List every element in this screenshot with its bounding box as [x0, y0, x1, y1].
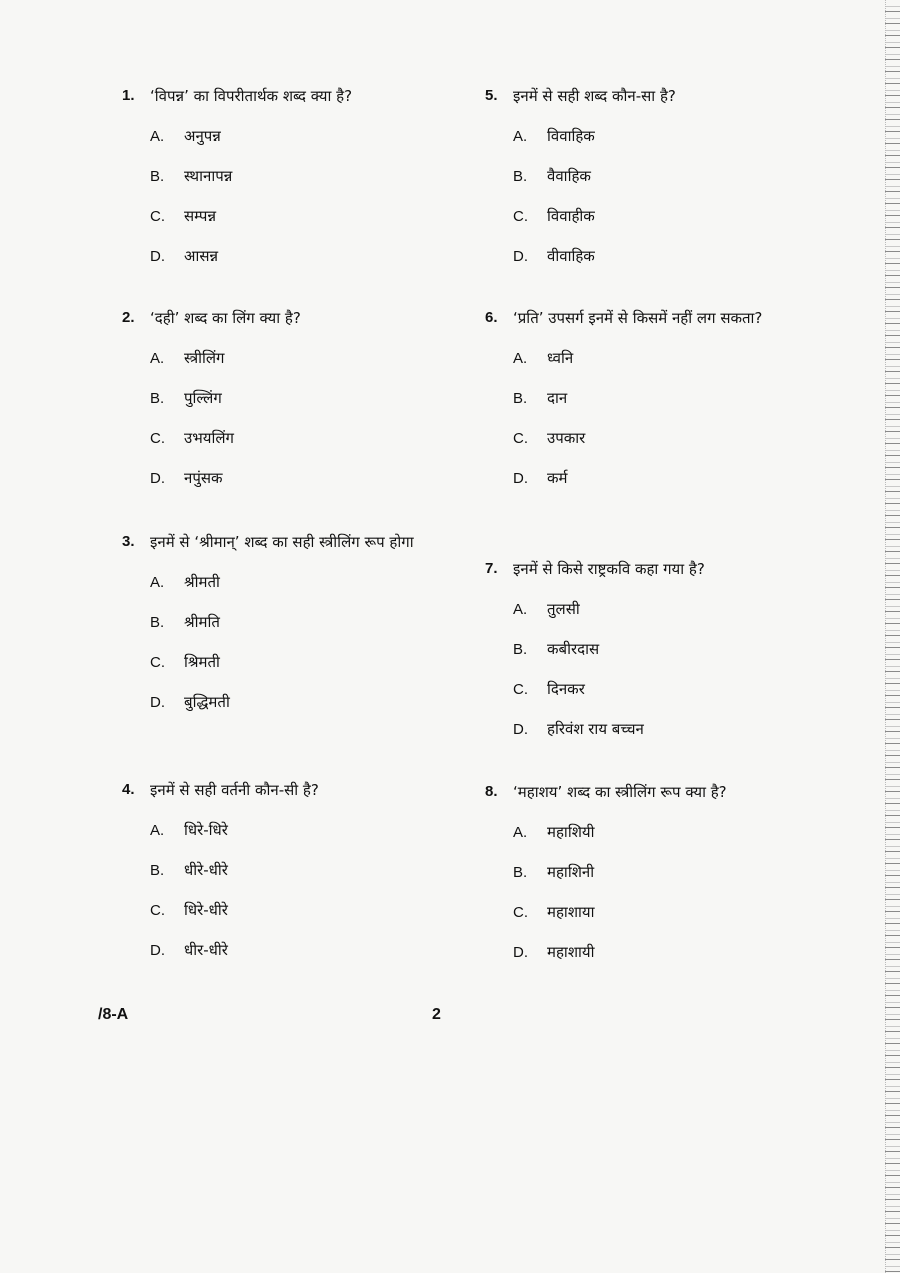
option-text: धीरे-धीरे: [184, 861, 228, 879]
option-a[interactable]: [485, 338, 785, 378]
option-label: B.: [513, 390, 528, 407]
option-text: दान: [547, 389, 568, 407]
option-label: B.: [150, 614, 165, 631]
page-number: 2: [432, 1006, 441, 1023]
option-text: महाशाया: [547, 903, 595, 921]
option-label: D.: [150, 248, 165, 265]
option-d[interactable]: [122, 682, 452, 722]
options-list: [122, 810, 482, 970]
question-number: 8.: [485, 783, 498, 800]
option-text: कबीरदास: [547, 640, 600, 658]
question-text: इनमें से ‘श्रीमान्’ शब्द का सही स्त्रीलिंग रूप होगा: [150, 533, 414, 551]
options-list: [485, 338, 785, 498]
option-text: आसन्न: [184, 247, 219, 265]
option-d[interactable]: [485, 458, 785, 498]
option-text: विवाहीक: [547, 207, 595, 225]
option-d[interactable]: [485, 932, 795, 972]
option-b[interactable]: [122, 602, 452, 642]
option-a[interactable]: [122, 338, 482, 378]
option-label: C.: [150, 430, 165, 447]
option-c[interactable]: [485, 418, 785, 458]
option-text: धीर-धीरे: [184, 941, 228, 959]
question-8: [485, 780, 795, 972]
option-label: D.: [513, 721, 528, 738]
option-text: पुल्लिंग: [184, 389, 222, 407]
option-label: A.: [513, 601, 528, 618]
option-b[interactable]: [485, 378, 785, 418]
option-text: श्रिमती: [184, 653, 220, 671]
option-label: D.: [150, 694, 165, 711]
option-label: C.: [513, 681, 528, 698]
option-text: बुद्धिमती: [184, 693, 230, 711]
option-c[interactable]: [122, 642, 452, 682]
option-label: C.: [513, 208, 528, 225]
option-label: B.: [150, 390, 165, 407]
option-a[interactable]: [485, 812, 795, 852]
options-list: [485, 116, 795, 276]
option-label: A.: [150, 128, 165, 145]
question-5: [485, 84, 795, 276]
option-text: वैवाहिक: [547, 167, 591, 185]
option-d[interactable]: [485, 236, 795, 276]
option-text: कर्म: [547, 469, 568, 487]
option-c[interactable]: [122, 890, 482, 930]
option-text: महाशायी: [547, 943, 595, 961]
question-number: 1.: [122, 87, 135, 104]
question-number: 2.: [122, 309, 135, 326]
booklet-code: /8-A: [98, 1006, 129, 1023]
option-d[interactable]: [485, 709, 795, 749]
option-text: श्रीमति: [184, 613, 220, 631]
option-label: A.: [513, 824, 528, 841]
option-text: सम्पन्न: [184, 207, 216, 225]
question-1: [122, 84, 482, 276]
option-label: A.: [150, 822, 165, 839]
option-label: A.: [150, 574, 165, 591]
option-text: हरिवंश राय बच्चन: [547, 720, 644, 738]
option-label: D.: [513, 248, 528, 265]
option-label: D.: [513, 470, 528, 487]
options-list: [122, 116, 482, 276]
option-text: विवाहिक: [547, 127, 595, 145]
option-label: C.: [513, 430, 528, 447]
question-number: 3.: [122, 533, 135, 550]
option-b[interactable]: [485, 629, 795, 669]
option-label: C.: [150, 208, 165, 225]
option-text: तुलसी: [547, 600, 580, 618]
option-c[interactable]: [122, 196, 482, 236]
option-text: उभयलिंग: [184, 429, 234, 447]
options-list: [485, 812, 795, 972]
option-text: श्रीमती: [184, 573, 220, 591]
option-b[interactable]: [122, 378, 482, 418]
question-number: 6.: [485, 309, 498, 326]
question-text: ‘दही’ शब्द का लिंग क्या है?: [150, 309, 301, 327]
option-label: A.: [513, 128, 528, 145]
option-label: D.: [150, 470, 165, 487]
option-d[interactable]: [122, 458, 482, 498]
options-list: [122, 338, 482, 498]
option-a[interactable]: [122, 810, 482, 850]
option-label: B.: [513, 168, 528, 185]
option-label: B.: [513, 864, 528, 881]
question-text: ‘महाशय’ शब्द का स्त्रीलिंग रूप क्या है?: [513, 783, 727, 801]
option-a[interactable]: [122, 562, 452, 602]
question-text: इनमें से सही वर्तनी कौन-सी है?: [150, 781, 319, 799]
option-text: महाशियी: [547, 823, 595, 841]
option-label: C.: [513, 904, 528, 921]
option-c[interactable]: [485, 196, 795, 236]
option-b[interactable]: [122, 850, 482, 890]
question-text: ‘विपन्न’ का विपरीतार्थक शब्द क्या है?: [150, 87, 353, 105]
option-text: वीवाहिक: [547, 247, 595, 265]
option-text: अनुपन्न: [184, 127, 221, 145]
option-a[interactable]: [122, 116, 482, 156]
binding-edge: [885, 0, 900, 1273]
option-c[interactable]: [485, 669, 795, 709]
option-b[interactable]: [122, 156, 482, 196]
option-d[interactable]: [122, 930, 482, 970]
question-number: 4.: [122, 781, 135, 798]
option-a[interactable]: [485, 116, 795, 156]
question-number: 5.: [485, 87, 498, 104]
option-text: दिनकर: [547, 680, 585, 698]
option-label: B.: [150, 168, 165, 185]
option-text: स्त्रीलिंग: [184, 349, 225, 367]
question-text: इनमें से सही शब्द कौन-सा है?: [513, 87, 676, 105]
option-a[interactable]: [485, 589, 795, 629]
option-c[interactable]: [122, 418, 482, 458]
option-text: धिरे-धीरे: [184, 901, 228, 919]
option-text: ध्वनि: [547, 349, 574, 367]
question-2: [122, 306, 482, 498]
option-label: B.: [513, 641, 528, 658]
option-label: A.: [513, 350, 528, 367]
option-label: C.: [150, 654, 165, 671]
option-text: धिरे-धिरे: [184, 821, 228, 839]
question-text: इनमें से किसे राष्ट्रकवि कहा गया है?: [513, 560, 705, 578]
options-list: [122, 562, 452, 722]
option-b[interactable]: [485, 852, 795, 892]
question-number: 7.: [485, 560, 498, 577]
option-label: A.: [150, 350, 165, 367]
question-3: [122, 530, 452, 722]
question-text: ‘प्रति’ उपसर्ग इनमें से किसमें नहीं लग सकता?: [513, 309, 763, 327]
option-b[interactable]: [485, 156, 795, 196]
question-4: [122, 778, 482, 970]
option-d[interactable]: [122, 236, 482, 276]
option-text: नपुंसक: [184, 469, 223, 487]
option-c[interactable]: [485, 892, 795, 932]
options-list: [485, 589, 795, 749]
option-label: C.: [150, 902, 165, 919]
option-text: स्थानापन्न: [184, 167, 233, 185]
option-text: महाशिनी: [547, 863, 595, 881]
question-7: [485, 557, 795, 749]
option-label: D.: [150, 942, 165, 959]
option-label: D.: [513, 944, 528, 961]
question-6: [485, 306, 785, 498]
option-label: B.: [150, 862, 165, 879]
option-text: उपकार: [547, 429, 586, 447]
